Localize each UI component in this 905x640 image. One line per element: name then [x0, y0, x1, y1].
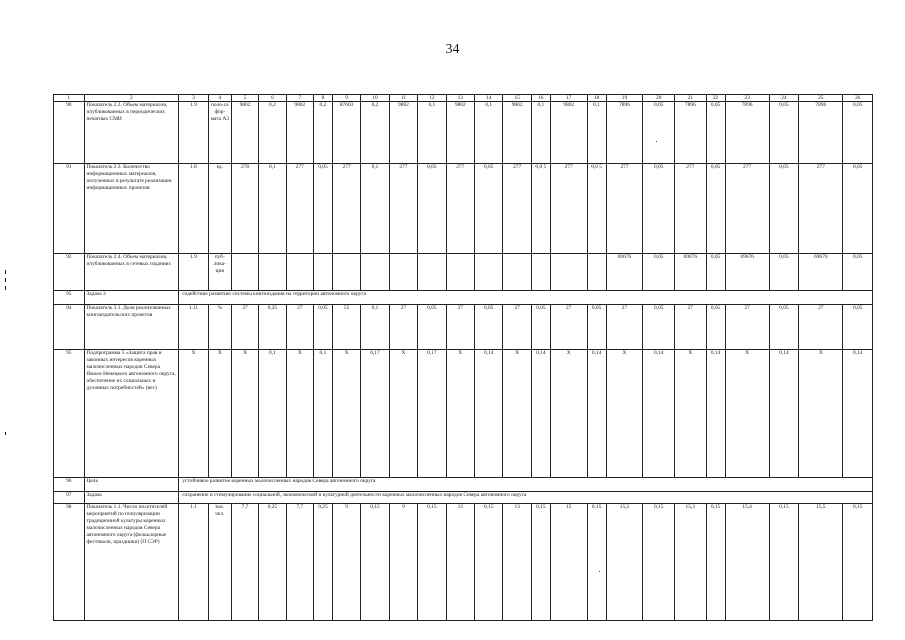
value-cell: 15,4 [725, 504, 769, 621]
value-cell: 0,05 [418, 305, 446, 350]
page-number: 34 [445, 42, 460, 57]
value-cell: 0,15 [706, 504, 725, 621]
value-cell: X [231, 350, 258, 478]
value-cell: 9802 [550, 102, 587, 164]
header-cell: 24 [769, 95, 798, 102]
value-cell: 0,1 [475, 102, 503, 164]
value-cell: 9802 [389, 102, 417, 164]
value-cell: 69676 [606, 254, 643, 291]
value-cell: 9802 [503, 102, 531, 164]
value-cell: 9802 [231, 102, 258, 164]
row-number-cell: 95 [54, 291, 85, 305]
value-cell: 1.11 [179, 305, 208, 350]
header-cell: 15 [503, 95, 531, 102]
value-cell: 277 [799, 164, 843, 254]
value-cell: 277 [674, 164, 706, 254]
header-cell: 1 [54, 95, 85, 102]
value-cell: 0,25 [259, 504, 286, 621]
value-cell: X [389, 350, 417, 478]
value-cell: 0,25 [259, 305, 286, 350]
value-cell: X [799, 350, 843, 478]
section-text-cell: устойчивое развитие коренных малочисленных народов Севера автономного округа [179, 478, 873, 492]
value-cell: 0,05 [313, 305, 332, 350]
value-cell: 0,1 [587, 102, 606, 164]
value-cell: 9 [332, 504, 360, 621]
value-cell: 0,05 [706, 305, 725, 350]
table-row [54, 102, 873, 164]
value-cell: 277 [286, 164, 313, 254]
value-cell: 9 [389, 504, 417, 621]
value-cell: 0,15 [361, 504, 389, 621]
value-cell: 69676 [799, 254, 843, 291]
row-number-cell: 92 [54, 254, 85, 291]
table-header-row [54, 95, 873, 102]
value-cell: 277 [550, 164, 587, 254]
value-cell: 0,14 [643, 350, 675, 478]
value-cell: X [332, 350, 360, 478]
header-cell: 13 [446, 95, 474, 102]
value-cell: 0,05 [769, 254, 798, 291]
value-cell: 277 [606, 164, 643, 254]
row-number-cell: 94 [54, 305, 85, 350]
value-cell: X [674, 350, 706, 478]
indicators-table [53, 94, 873, 621]
section-text-cell: сохранение и стимулирование социальной, экономической и культурной деятельности коренных малочисленных народов Севера автономного округа [179, 492, 873, 504]
value-cell: 27 [725, 305, 769, 350]
value-cell: 0,05 [769, 164, 798, 254]
value-cell: 27 [286, 305, 313, 350]
value-cell: 277 [725, 164, 769, 254]
value-cell: 0,05 [843, 305, 873, 350]
value-cell: 0,14 [706, 350, 725, 478]
header-cell: 7 [286, 95, 313, 102]
value-cell: 0,05 [643, 254, 675, 291]
value-cell: 0,2 [259, 102, 286, 164]
header-cell: 19 [606, 95, 643, 102]
header-cell: 11 [389, 95, 417, 102]
header-cell: 14 [475, 95, 503, 102]
value-cell: 69676 [674, 254, 706, 291]
header-cell: 20 [643, 95, 675, 102]
indicator-name-cell: Показатель 3.1. Доля реализованных книгоиздательских проектов [84, 305, 179, 350]
header-cell: 9 [332, 95, 360, 102]
value-cell: 0,14 [587, 350, 606, 478]
value-cell [332, 254, 360, 291]
table-row [54, 254, 873, 291]
value-cell: 15,2 [606, 504, 643, 621]
scan-speck [656, 141, 657, 142]
value-cell: 0,05 [418, 164, 446, 254]
value-cell: 0,05 [643, 102, 675, 164]
value-cell: 27 [550, 305, 587, 350]
value-cell: 0,05 [843, 102, 873, 164]
value-cell: 0,2 [313, 102, 332, 164]
value-cell: 0,15 [587, 504, 606, 621]
value-cell [587, 254, 606, 291]
indicator-name-cell: Показатель 2.4. Объем материалов, опубликованных в сетевых изданиях [84, 254, 179, 291]
value-cell: 0,05 [843, 254, 873, 291]
value-cell: ед. [208, 164, 231, 254]
value-cell: 0,1 [259, 164, 286, 254]
value-cell: 0,15 [843, 504, 873, 621]
value-cell [286, 254, 313, 291]
margin-mark [5, 278, 6, 282]
section-text-cell: содействие развитию системы книгоиздания на территории автономного округа [179, 291, 873, 305]
value-cell [231, 254, 258, 291]
header-cell: 18 [587, 95, 606, 102]
value-cell: 0,15 [475, 504, 503, 621]
header-cell: 6 [259, 95, 286, 102]
value-cell: пуб-лика-ция [208, 254, 231, 291]
table-row [54, 164, 873, 254]
header-cell: 10 [361, 95, 389, 102]
value-cell: X [503, 350, 531, 478]
header-cell: 8 [313, 95, 332, 102]
scan-speck [599, 571, 600, 572]
value-cell: 278 [231, 164, 258, 254]
header-cell: 2 [84, 95, 179, 102]
table-row [54, 291, 873, 305]
value-cell: X [208, 350, 231, 478]
value-cell: 7896 [799, 102, 843, 164]
value-cell: 0,05 [475, 305, 503, 350]
value-cell [531, 254, 550, 291]
value-cell [418, 254, 446, 291]
table-row [54, 350, 873, 478]
row-number-cell: 97 [54, 492, 85, 504]
value-cell: 277 [446, 164, 474, 254]
row-number-cell: 90 [54, 102, 85, 164]
value-cell: тыс. чел. [208, 504, 231, 621]
value-cell: 0,1 [361, 305, 389, 350]
value-cell: 0,05 [706, 164, 725, 254]
value-cell [446, 254, 474, 291]
value-cell: 7896 [725, 102, 769, 164]
indicator-name-cell: Показатель 2.3. Количество информационных материалов, полученных в результате реализации информационных проектов [84, 164, 179, 254]
margin-mark [5, 270, 6, 274]
row-number-cell: 91 [54, 164, 85, 254]
value-cell [361, 254, 389, 291]
value-cell: % [208, 305, 231, 350]
value-cell: 0,25 [313, 504, 332, 621]
value-cell: 0,2 [361, 102, 389, 164]
section-label-cell: Задача [84, 492, 179, 504]
header-cell: 17 [550, 95, 587, 102]
value-cell: 0,14 [843, 350, 873, 478]
value-cell: 0,15 [769, 504, 798, 621]
value-cell: 277 [332, 164, 360, 254]
header-cell: 16 [531, 95, 550, 102]
value-cell: 87603 [332, 102, 360, 164]
value-cell: 27 [389, 305, 417, 350]
value-cell: 7896 [606, 102, 643, 164]
value-cell: 9802 [446, 102, 474, 164]
table-row [54, 504, 873, 621]
value-cell: 277 [503, 164, 531, 254]
indicator-name-cell: Показатель 1.1. Число посетителей мероприятий по популяризации традиционной культуры коренных малочисленных народов Севера автономного округа (фольклорные фестивали, праздники) (П СЭР) [84, 504, 179, 621]
margin-mark [5, 432, 6, 435]
value-cell: 0,1 [418, 102, 446, 164]
value-cell: X [725, 350, 769, 478]
value-cell: 0,05 [706, 254, 725, 291]
value-cell: 7,7 [286, 504, 313, 621]
table-row [54, 492, 873, 504]
margin-mark [5, 286, 6, 290]
table-row [54, 478, 873, 492]
row-number-cell: 96 [54, 478, 85, 492]
value-cell: 0,05 [587, 305, 606, 350]
section-label-cell: Задача 3 [84, 291, 179, 305]
value-cell: 0,0 5 [587, 164, 606, 254]
value-cell: 0,15 [418, 504, 446, 621]
header-cell: 21 [674, 95, 706, 102]
value-cell: 0,1 [361, 164, 389, 254]
value-cell: 0,1 [259, 350, 286, 478]
value-cell: поло-са фор-мата А3 [208, 102, 231, 164]
value-cell: 15,3 [674, 504, 706, 621]
value-cell: 0,0 5 [531, 164, 550, 254]
value-cell: 0,14 [475, 350, 503, 478]
value-cell: X [606, 350, 643, 478]
value-cell: 0,17 [418, 350, 446, 478]
value-cell: 0,05 [843, 164, 873, 254]
value-cell: 0,15 [531, 504, 550, 621]
value-cell: 0,05 [475, 164, 503, 254]
value-cell: 27 [606, 305, 643, 350]
header-cell: 4 [208, 95, 231, 102]
value-cell: 0,17 [361, 350, 389, 478]
value-cell: 0,05 [769, 305, 798, 350]
value-cell [389, 254, 417, 291]
value-cell: 0,1 [313, 350, 332, 478]
value-cell: 0,05 [706, 102, 725, 164]
value-cell: 1.9 [179, 102, 208, 164]
value-cell: 0,05 [313, 164, 332, 254]
value-cell: 7,7 [231, 504, 258, 621]
value-cell: 55 [332, 305, 360, 350]
header-cell: 3 [179, 95, 208, 102]
value-cell: X [179, 350, 208, 478]
row-number-cell: 98 [54, 504, 85, 621]
table-row [54, 305, 873, 350]
indicator-name-cell: Подпрограмма 5 «Защита прав и законных интересов коренных малочисленных народов Севера Ямало-Ненецкого автономного округа, обеспечение их социальных и духовных потребностей» (вес) [84, 350, 179, 478]
section-label-cell: Цель [84, 478, 179, 492]
value-cell: 0,14 [769, 350, 798, 478]
value-cell: 69676 [725, 254, 769, 291]
value-cell: X [286, 350, 313, 478]
value-cell: 277 [389, 164, 417, 254]
value-cell: 27 [446, 305, 474, 350]
header-cell: 12 [418, 95, 446, 102]
header-cell: 26 [843, 95, 873, 102]
value-cell [503, 254, 531, 291]
value-cell: 27 [231, 305, 258, 350]
value-cell: 15 [550, 504, 587, 621]
value-cell: 0,05 [643, 305, 675, 350]
value-cell: 1.9 [179, 254, 208, 291]
value-cell: 9802 [286, 102, 313, 164]
value-cell: 7896 [674, 102, 706, 164]
value-cell: 13 [446, 504, 474, 621]
value-cell: 0,05 [531, 305, 550, 350]
header-cell: 22 [706, 95, 725, 102]
value-cell: 0,1 [531, 102, 550, 164]
value-cell: 0,05 [769, 102, 798, 164]
value-cell [313, 254, 332, 291]
value-cell: X [446, 350, 474, 478]
value-cell [475, 254, 503, 291]
indicator-name-cell: Показатель 2.2. Объем материалов, опубликованных в периодических печатных СМИ [84, 102, 179, 164]
value-cell: 15,5 [799, 504, 843, 621]
value-cell: 27 [674, 305, 706, 350]
value-cell: 27 [799, 305, 843, 350]
value-cell: 1.8 [179, 164, 208, 254]
value-cell [550, 254, 587, 291]
row-number-cell: 95 [54, 350, 85, 478]
header-cell: 23 [725, 95, 769, 102]
value-cell: X [550, 350, 587, 478]
value-cell: 0,05 [643, 164, 675, 254]
value-cell: 1.1 [179, 504, 208, 621]
value-cell [259, 254, 286, 291]
value-cell: 13 [503, 504, 531, 621]
header-cell: 25 [799, 95, 843, 102]
value-cell: 27 [503, 305, 531, 350]
value-cell: 0,14 [531, 350, 550, 478]
header-cell: 5 [231, 95, 258, 102]
value-cell: 0,15 [643, 504, 675, 621]
